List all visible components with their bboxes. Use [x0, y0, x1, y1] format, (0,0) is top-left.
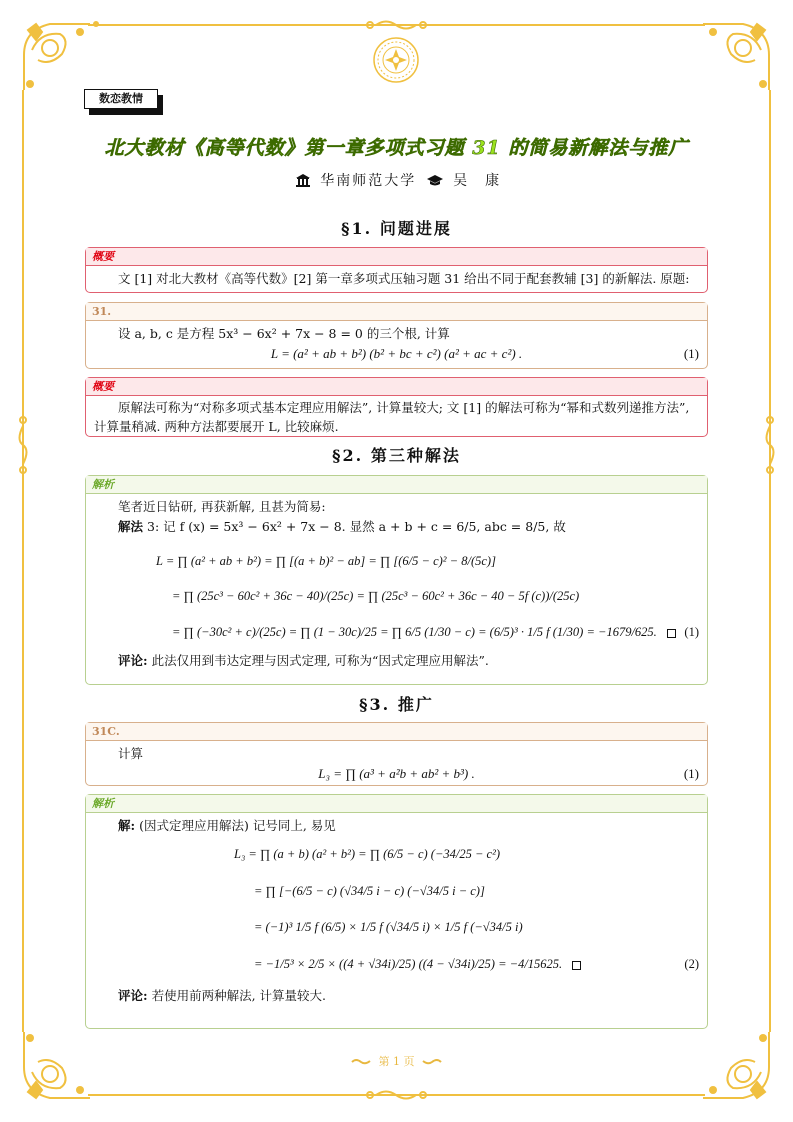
problem-text: 设 a, b, c 是方程 5x³ − 6x² + 7x − 8 = 0 的三个根, 计算 — [118, 326, 450, 341]
method-text: 3: 记 f (x) = 5x³ − 6x² + 7x − 8. 显然 a + b + c = 6/5, abc = 8/5, 故 — [147, 519, 566, 534]
corner-ornament-icon — [10, 10, 100, 100]
problem-box — [85, 302, 708, 369]
page-number: 第 1 页 — [378, 1055, 415, 1068]
footer-ornament-icon — [422, 1058, 442, 1066]
author-line — [0, 170, 793, 190]
derivation-line: = ∏ (−30c² + c)/(25c) = ∏ (1 − 30c)/25 = ∏ 6/5 (1/30 − c) = (6/5)³ · 1/5 f (1/30) = −1679/625. (1) — [94, 615, 699, 651]
comment-line — [94, 651, 699, 671]
problem-header: 31C. — [86, 723, 707, 741]
analysis-header: 解析 — [86, 795, 707, 813]
author-name: 吴 康 — [453, 173, 502, 189]
section-heading: §2. 第三种解法 — [332, 446, 461, 465]
flourish-ornament-icon — [340, 18, 453, 32]
summary-header: 概要 — [86, 248, 707, 266]
university-name: 华南师范大学 — [320, 173, 417, 189]
graduation-cap-icon — [427, 175, 443, 187]
summary-text: 文 [1] 对北大教材《高等代数》[2] 第一章多项式压轴习题 31 给出不同于配套教辅 [3] 的新解法. 原题: — [118, 271, 690, 286]
summary-box — [85, 377, 708, 437]
equation-number: (1) — [683, 346, 699, 361]
problem-equation: L = (a² + ab + b²) (b² + bc + c²) (a² + ac + c²) . (1) — [94, 344, 699, 364]
university-icon — [296, 174, 310, 187]
solution-text: (因式定理应用解法) 记号同上, 易见 — [139, 818, 336, 833]
method-line — [94, 517, 699, 543]
problem-header: 31. — [86, 303, 707, 321]
derivation-line: L = ∏ (a² + ab + b²) = ∏ [(a + b)² − ab] = ∏ [(6/5 − c)² − 8/(5c)] — [156, 554, 496, 568]
corner-ornament-icon — [693, 10, 783, 100]
comment-line — [94, 986, 699, 1006]
university-seal-icon — [373, 37, 419, 83]
flourish-ornament-icon — [340, 1088, 453, 1102]
derivation-line: = ∏ [−(6/5 − c) (√34/5 i − c) (−√34/5 i − c)] — [254, 884, 485, 898]
method-label: 解法 — [118, 519, 144, 534]
problem-text: 计算 — [118, 746, 144, 761]
equation-number: (1) — [684, 625, 699, 639]
category-tag: 数恋教情 — [84, 89, 158, 109]
document-title: 北大教材《高等代数》第一章多项式习题 31 的简易新解法与推广 — [104, 137, 689, 159]
summary-header: 概要 — [86, 378, 707, 396]
summary-text: 原解法可称为“对称多项式基本定理应用解法”, 计算量较大; 文 [1] 的解法可称为“幂和式数列递推方法”, 计算量稍减. 两种方法都要展开 L, 比较麻烦. — [94, 400, 690, 434]
solution-label: 解: — [118, 818, 136, 833]
footer-ornament-icon — [351, 1058, 371, 1066]
page-footer — [0, 1053, 793, 1069]
comment-label: 评论: — [118, 653, 148, 668]
section-heading: §1. 问题进展 — [341, 219, 452, 238]
analysis-box — [85, 475, 708, 685]
qed-icon — [667, 629, 676, 638]
solution-line — [94, 816, 699, 836]
problem-box — [85, 722, 708, 786]
analysis-header: 解析 — [86, 476, 707, 494]
derivation-line: = −1/5³ × 2/5 × ((4 + √34i)/25) ((4 − √34i)/25) = −4/15625. (2) — [94, 944, 699, 986]
derivation-line: L₃ = ∏ (a + b) (a² + b²) = ∏ (6/5 − c) (−34/25 − c²) — [234, 847, 501, 861]
comment-label: 评论: — [118, 988, 148, 1003]
section-heading: §3. 推广 — [359, 695, 434, 714]
equation-number: (2) — [684, 957, 699, 971]
analysis-intro: 笔者近日钻研, 再获新解, 且甚为简易: — [118, 499, 326, 514]
derivation-line: = ∏ (25c³ − 60c² + 36c − 40)/(25c) = ∏ (25c³ − 60c² + 36c − 40 − 5f (c))/(25c) — [172, 589, 580, 603]
comment-text: 若使用前两种解法, 计算量较大. — [151, 988, 327, 1003]
problem-equation: L₃ = ∏ (a³ + a²b + ab² + b³) . (1) — [94, 764, 699, 784]
equation-number: (1) — [683, 766, 699, 781]
summary-box — [85, 247, 708, 293]
derivation-line: = (−1)³ 1/5 f (6/5) × 1/5 f (√34/5 i) × 1/5 f (−√34/5 i) — [254, 920, 523, 934]
analysis-box — [85, 794, 708, 1029]
comment-text: 此法仅用到韦达定理与因式定理, 可称为“因式定理应用解法”. — [151, 653, 489, 668]
qed-icon — [572, 961, 581, 970]
